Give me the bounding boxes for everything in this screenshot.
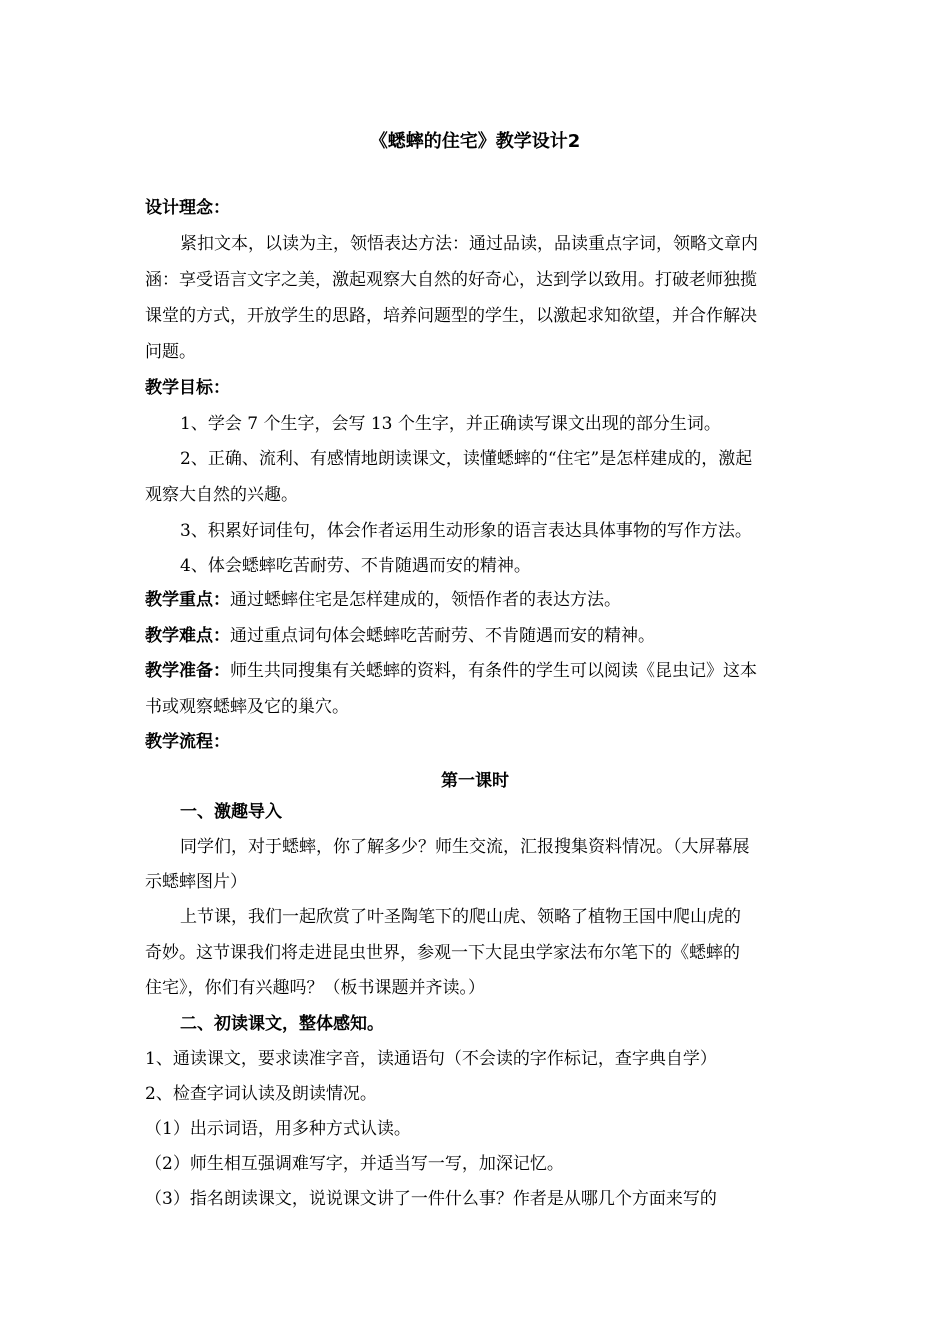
flow-heading: 教学流程： <box>145 732 230 752</box>
goal-item: 2、正确、流利、有感情地朗读课文，读懂蟋蟀的“住宅”是怎样建成的，激起 <box>180 449 753 469</box>
section2-line: （2）师生相互强调难写字，并适当写一写，加深记忆。 <box>145 1154 564 1174</box>
goal-item: 观察大自然的兴趣。 <box>145 485 298 505</box>
difficulty-text: 通过重点词句体会蟋蟀吃苦耐劳、不肯随遇而安的精神。 <box>230 626 655 646</box>
concept-line: 紧扣文本，以读为主，领悟表达方法：通过品读，品读重点字词，领略文章内 <box>180 234 758 254</box>
section2-line: 1、通读课文，要求读准字音，读通语句（不会读的字作标记，查字典自学） <box>145 1049 717 1069</box>
section1-line: 住宅》，你们有兴趣吗？（板书课题并齐读。） <box>145 978 485 998</box>
section2-heading: 二、初读课文，整体感知。 <box>180 1014 384 1034</box>
section2-line: 2、检查字词认读及朗读情况。 <box>145 1084 377 1104</box>
section1-line: 同学们，对于蟋蟀，你了解多少？师生交流，汇报搜集资料情况。（大屏幕展 <box>180 837 750 857</box>
lesson-title: 第一课时 <box>441 771 509 791</box>
preparation-text: 师生共同搜集有关蟋蟀的资料，有条件的学生可以阅读《昆虫记》这本 <box>230 661 757 681</box>
goal-item: 3、积累好词佳句，体会作者运用生动形象的语言表达具体事物的写作方法。 <box>180 521 752 541</box>
goals-heading: 教学目标： <box>145 378 230 398</box>
section2-line: （3）指名朗读课文，说说课文讲了一件什么事？作者是从哪几个方面来写的 <box>145 1189 717 1209</box>
section1-line: 示蟋蟀图片） <box>145 872 247 892</box>
preparation-continued: 书或观察蟋蟀及它的巢穴。 <box>145 697 349 717</box>
preparation <box>145 660 757 682</box>
difficulty-point <box>145 625 655 647</box>
concept-line: 涵：享受语言文字之美，激起观察大自然的好奇心，达到学以致用。打破老师独揽 <box>145 270 757 290</box>
goal-item: 1、学会 7 个生字，会写 13 个生字，并正确读写课文出现的部分生词。 <box>180 414 721 434</box>
section1-line: 上节课，我们一起欣赏了叶圣陶笔下的爬山虎、领略了植物王国中爬山虎的 <box>180 907 741 927</box>
concept-heading: 设计理念： <box>145 198 230 218</box>
goal-item: 4、体会蟋蟀吃苦耐劳、不肯随遇而安的精神。 <box>180 556 531 576</box>
key-point-text: 通过蟋蟀住宅是怎样建成的，领悟作者的表达方法。 <box>230 590 621 610</box>
concept-line: 问题。 <box>145 342 196 362</box>
concept-line: 课堂的方式，开放学生的思路，培养问题型的学生，以激起求知欲望，并合作解决 <box>145 306 757 326</box>
preparation-label: 教学准备： <box>145 661 230 681</box>
section1-heading: 一、激趣导入 <box>180 802 282 822</box>
section2-line: （1）出示词语，用多种方式认读。 <box>145 1119 411 1139</box>
difficulty-label: 教学难点： <box>145 626 230 646</box>
key-point <box>145 589 621 611</box>
document-title: 《蟋蟀的住宅》教学设计2 <box>369 131 581 152</box>
key-point-label: 教学重点： <box>145 590 230 610</box>
section1-line: 奇妙。这节课我们将走进昆虫世界，参观一下大昆虫学家法布尔笔下的《蟋蟀的 <box>145 943 740 963</box>
